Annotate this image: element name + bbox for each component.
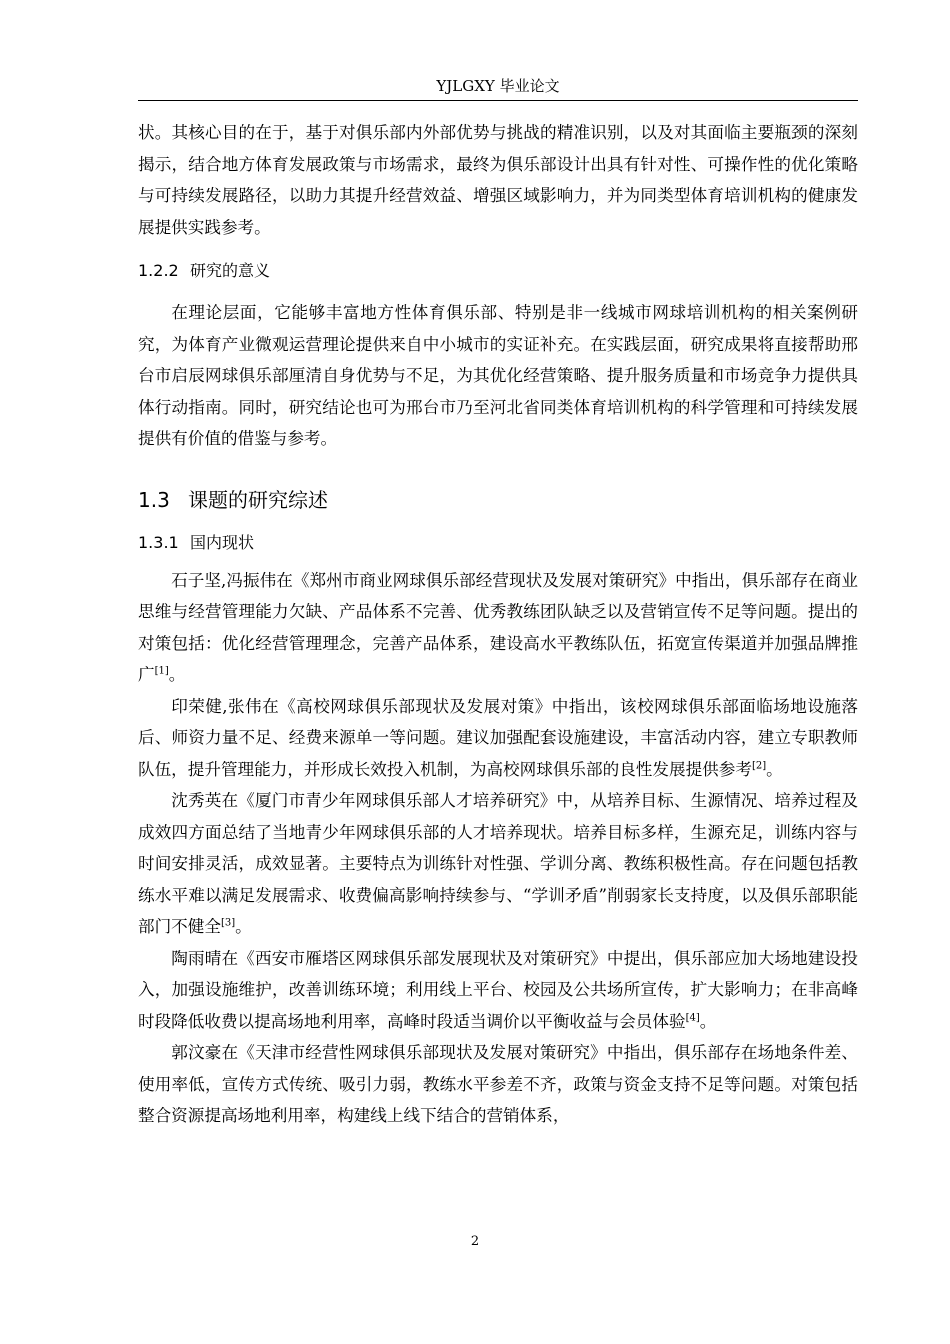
citation-2[interactable]: [2]: [751, 759, 767, 771]
heading-number: 1.2.2: [138, 261, 179, 280]
paragraph-ref-5: [138, 1037, 858, 1132]
heading-1-3: [138, 485, 858, 515]
heading-title: 国内现状: [190, 532, 255, 552]
header-divider: [138, 100, 858, 101]
heading-number: 1.3: [138, 487, 170, 512]
ref-text: 郭汶豪在《天津市经营性网球俱乐部现状及发展对策研究》中指出，俱乐部存在场地条件差、使用率低，宣传方式传统、吸引力弱，教练水平参差不齐，政策与资金支持不足等问题。对策包括整合资源提高场地利用率，构建线上线下结合的营销体系，: [138, 1043, 858, 1125]
heading-1-2-2: [138, 259, 858, 283]
page-number: 2: [470, 1234, 480, 1249]
citation-1[interactable]: [1]: [154, 665, 169, 677]
ref-end: 。: [168, 665, 186, 684]
heading-title: 研究的意义: [190, 261, 271, 280]
ref-text: 印荣健,张伟在《高校网球俱乐部现状及发展对策》中指出，该校网球俱乐部面临场地设施落后、师资力量不足、经费来源单一等问题。建议加强配套设施建设，丰富活动内容，建立专职教师队伍，提升管理能力，并形成长效投入机制，为高校网球俱乐部的良性发展提供参考: [138, 696, 858, 779]
paragraph-ref-1: [138, 565, 858, 691]
ref-text: 陶雨晴在《西安市雁塔区网球俱乐部发展现状及对策研究》中提出，俱乐部应加大场地建设投入，加强设施维护，改善训练环境；利用线上平台、校园及公共场所宣传，扩大影响力；在非高峰时段降低收费以提高场地利用率，高峰时段适当调价以平衡收益与会员体验: [138, 948, 858, 1031]
ref-end: 。: [766, 759, 783, 779]
heading-1-3-1: [138, 531, 858, 555]
ref-text: 石子坚,冯振伟在《郑州市商业网球俱乐部经营现状及发展对策研究》中指出，俱乐部存在商业思维与经营管理能力欠缺、产品体系不完善、优秀教练团队缺乏以及营销宣传不足等问题。提出的对策包括：优化经营管理理念，完善产品体系，建设高水平教练队伍，拓宽宣传渠道并加强品牌推广: [138, 570, 858, 684]
heading-title: 课题的研究综述: [188, 487, 328, 512]
citation-3[interactable]: [3]: [220, 917, 236, 929]
paragraph-significance: 在理论层面，它能够丰富地方性体育俱乐部、特别是非一线城市网球培训机构的相关案例研究，为体育产业微观运营理论提供来自中小城市的实证补充。在实践层面，研究成果将直接帮助邢台市启辰网球俱乐部厘清自身优势与不足，为其优化经营策略、提升服务质量和市场竞争力提供具体行动指南。同时，研究结论也可为邢台市乃至河北省同类体育培训机构的科学管理和可持续发展提供有价值的借鉴与参考。: [138, 303, 858, 448]
ref-end: 。: [699, 1011, 717, 1031]
ref-end: 。: [235, 917, 252, 936]
paragraph-ref-2: [138, 691, 858, 786]
citation-4[interactable]: [4]: [685, 1011, 700, 1023]
paragraph-ref-4: [138, 943, 858, 1038]
heading-number: 1.3.1: [138, 532, 179, 552]
paragraph-ref-3: [138, 785, 858, 943]
ref-text: 沈秀英在《厦门市青少年网球俱乐部人才培养研究》中，从培养目标、生源情况、培养过程及成效四方面总结了当地青少年网球俱乐部的人才培养现状。培养目标多样，生源充足，训练内容与时间安排灵活，成效显著。主要特点为训练针对性强、学训分离、教练积极性高。存在问题包括教练水平难以满足发展需求、收费偏高影响持续参与、“学训矛盾”削弱家长支持度，以及俱乐部职能部门不健全: [138, 791, 858, 936]
page-header: YJLGXY 毕业论文: [436, 77, 560, 95]
page-body: [138, 117, 858, 1132]
paragraph-intro: 状。其核心目的在于，基于对俱乐部内外部优势与挑战的精准识别，以及对其面临主要瓶颈的深刻揭示，结合地方体育发展政策与市场需求，最终为俱乐部设计出具有针对性、可操作性的优化策略与可持续发展路径，以助力其提升经营效益、增强区域影响力，并为同类型体育培训机构的健康发展提供实践参考。: [138, 123, 858, 237]
